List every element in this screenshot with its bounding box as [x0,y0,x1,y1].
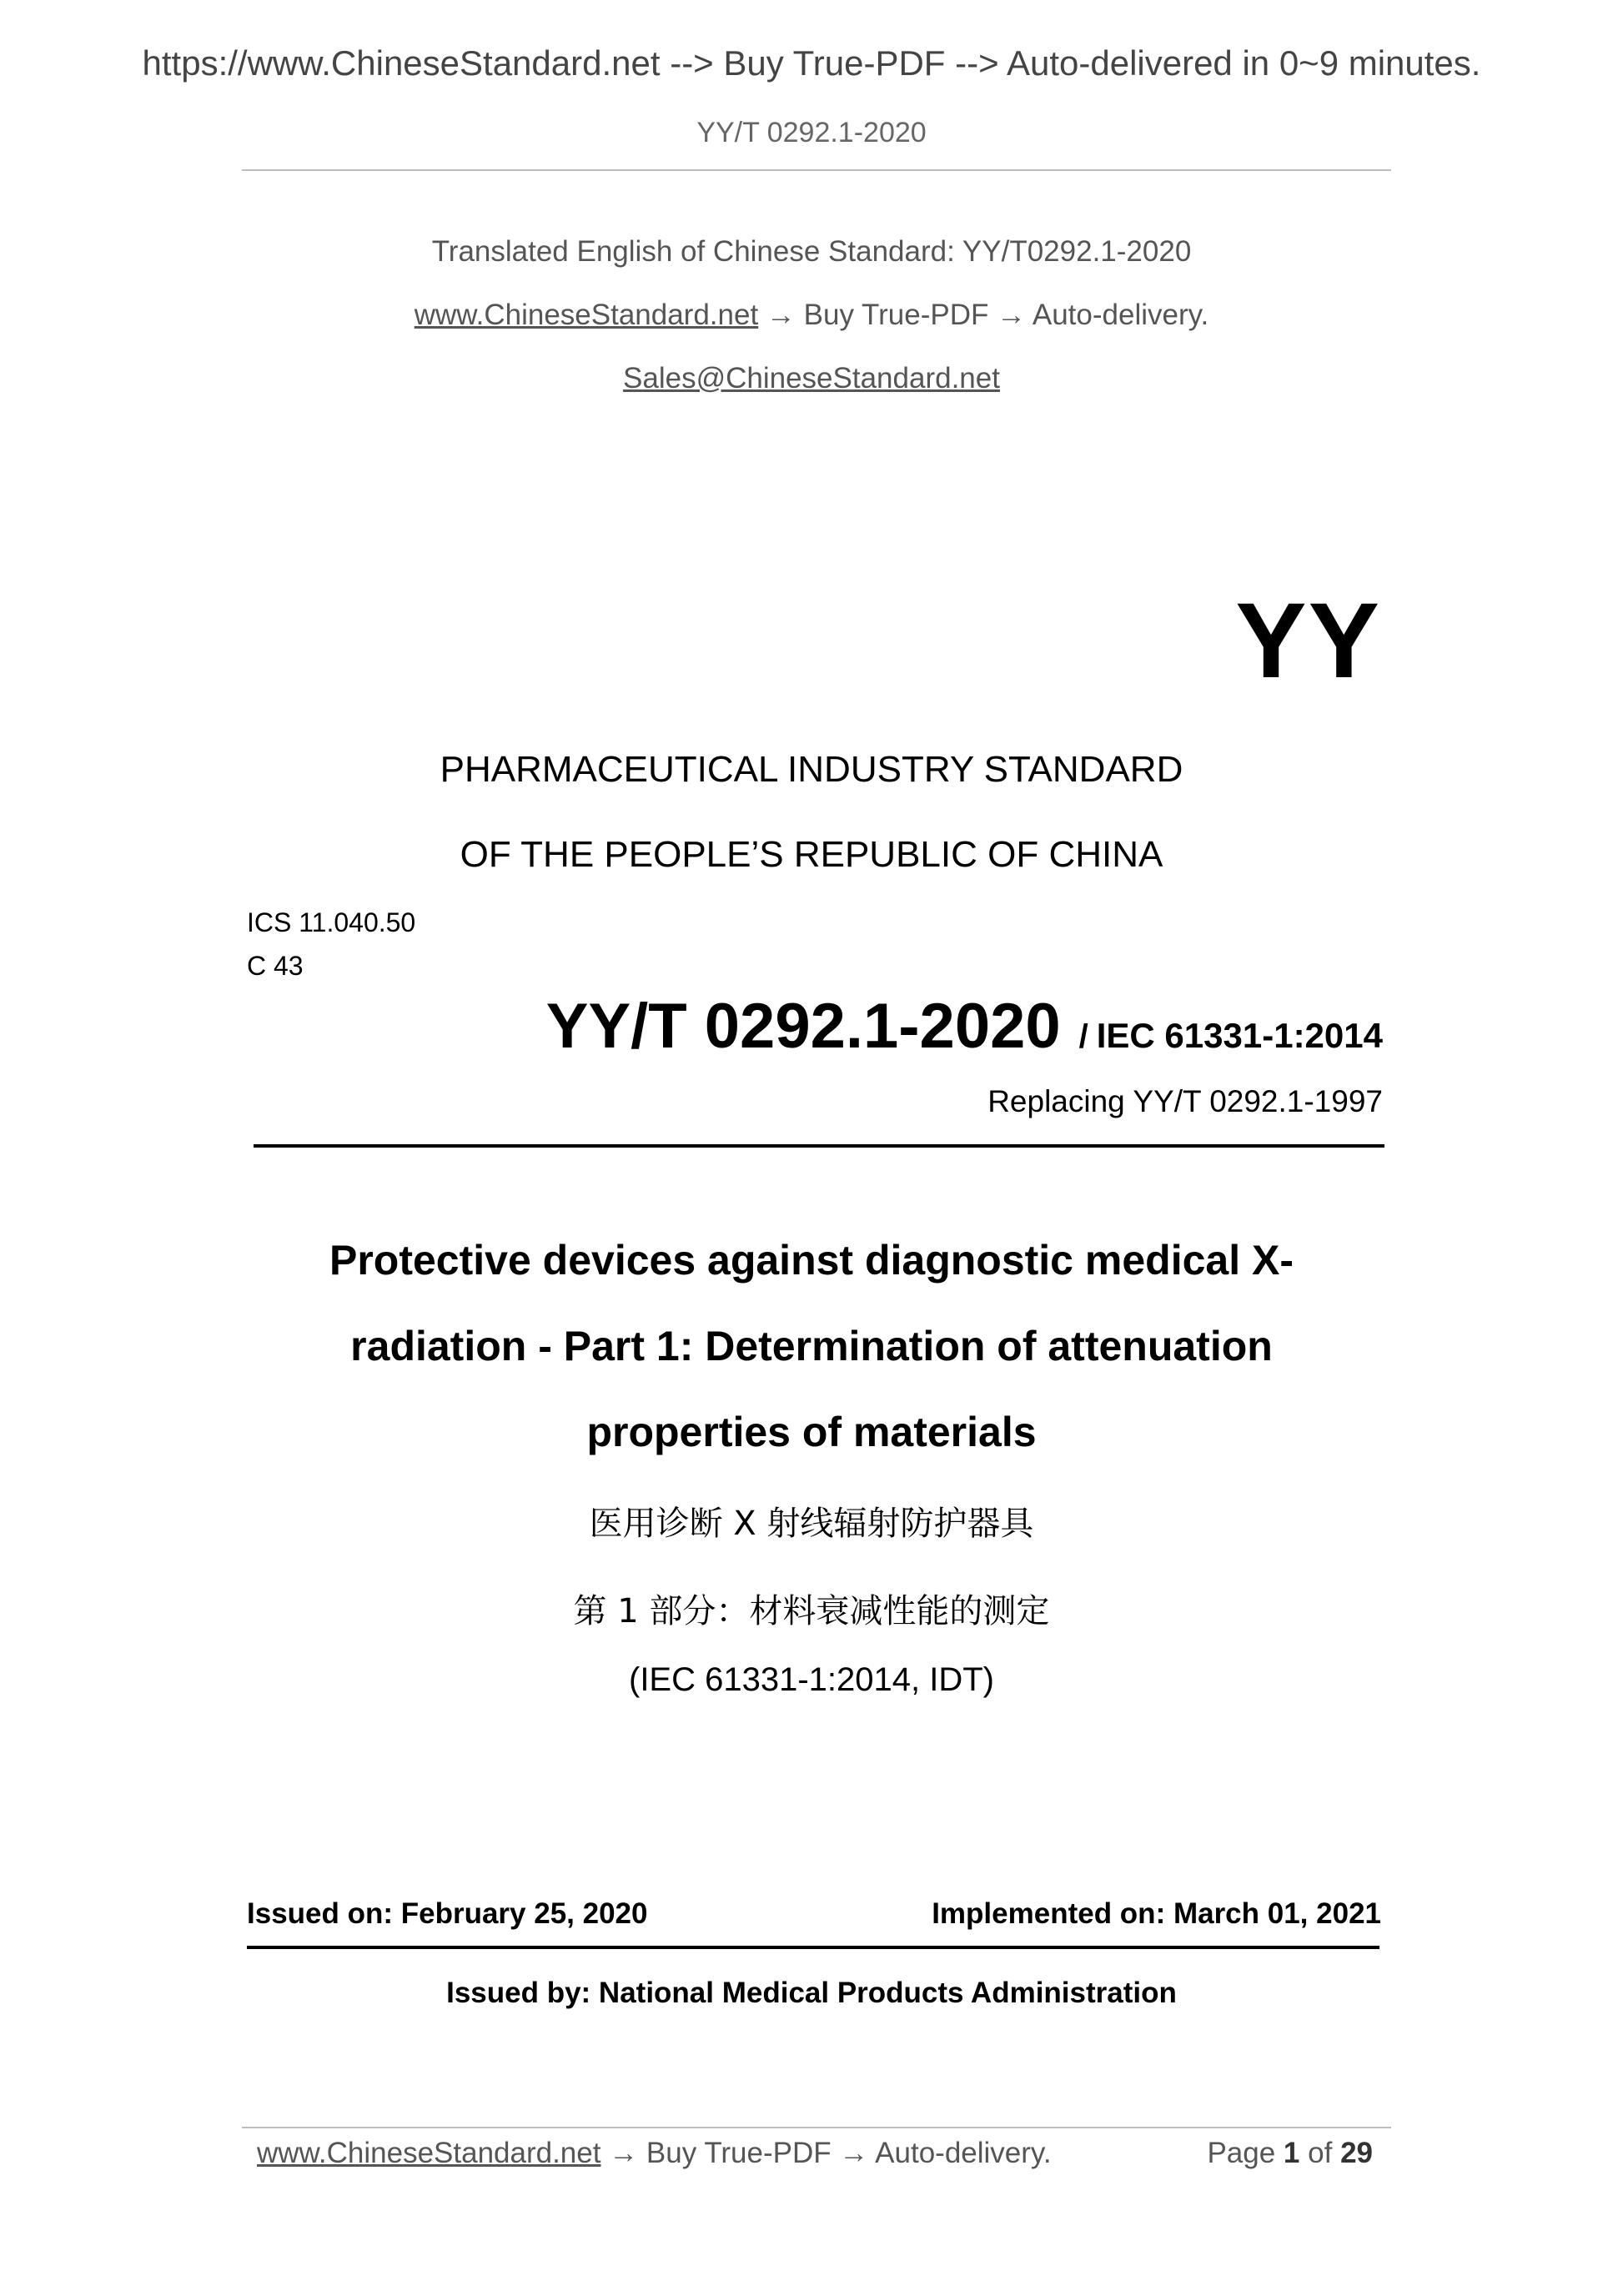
footer-divider [242,2127,1391,2128]
translated-notice: Translated English of Chinese Standard: YY/T0292.1-2020 [431,235,1192,268]
footer-site-link[interactable]: www.ChineseStandard.net [257,2137,601,2169]
page-total: 29 [1340,2137,1373,2169]
title-line-1: Protective devices against diagnostic medical X- [329,1237,1294,1284]
footer-links [257,2137,1052,2170]
implemented-on-date: Implemented on: March 01, 2021 [932,1897,1381,1930]
classification-code: C 43 [247,951,304,981]
footer-site-suffix: → Buy True-PDF → Auto-delivery. [600,2137,1052,2169]
header-divider [242,169,1391,171]
sales-email-line [0,362,1623,395]
standard-type-line1: PHARMACEUTICAL INDUSTRY STANDARD [440,749,1183,790]
issuing-authority: Issued by: National Medical Products Administration [446,1977,1177,2009]
page-current: 1 [1283,2137,1300,2169]
standard-type-line2: OF THE PEOPLE’S REPUBLIC OF CHINA [460,834,1163,875]
page-label: Page [1207,2137,1276,2169]
standard-mark: YY [1235,581,1381,701]
chinese-title-line-2: 第 1 部分：材料衰减性能的测定 [573,1592,1050,1630]
page-of: of [1308,2137,1333,2169]
standard-number [546,990,1383,1063]
iec-identity-note: (IEC 61331-1:2014, IDT) [629,1661,994,1698]
replacing-note: Replacing YY/T 0292.1-1997 [987,1084,1383,1118]
title-line-3: properties of materials [586,1409,1037,1455]
iec-equivalent: IEC 61331-1:2014 [1096,1016,1383,1055]
chinese-title-line-1: 医用诊断 X 射线辐射防护器具 [589,1505,1034,1543]
issued-on-date: Issued on: February 25, 2020 [247,1897,648,1930]
site-link-suffix: → Buy True-PDF → Auto-delivery. [758,299,1209,331]
ics-code: ICS 11.040.50 [247,907,416,937]
standard-number-slash: / [1078,1018,1088,1055]
header-doc-code: YY/T 0292.1-2020 [696,117,927,148]
standard-number-main: YY/T 0292.1-2020 [545,991,1061,1062]
issue-divider [247,1946,1379,1949]
title-divider [254,1144,1384,1148]
site-link[interactable]: www.ChineseStandard.net [414,299,759,331]
top-banner[interactable]: https://www.ChineseStandard.net --> Buy True-PDF --> Auto-delivered in 0~9 minutes. [142,43,1481,83]
site-links-line [0,299,1623,332]
title-line-2: radiation - Part 1: Determination of attenuation [350,1323,1273,1369]
sales-email-link[interactable]: Sales@ChineseStandard.net [623,362,1000,394]
page-number [1207,2137,1373,2170]
